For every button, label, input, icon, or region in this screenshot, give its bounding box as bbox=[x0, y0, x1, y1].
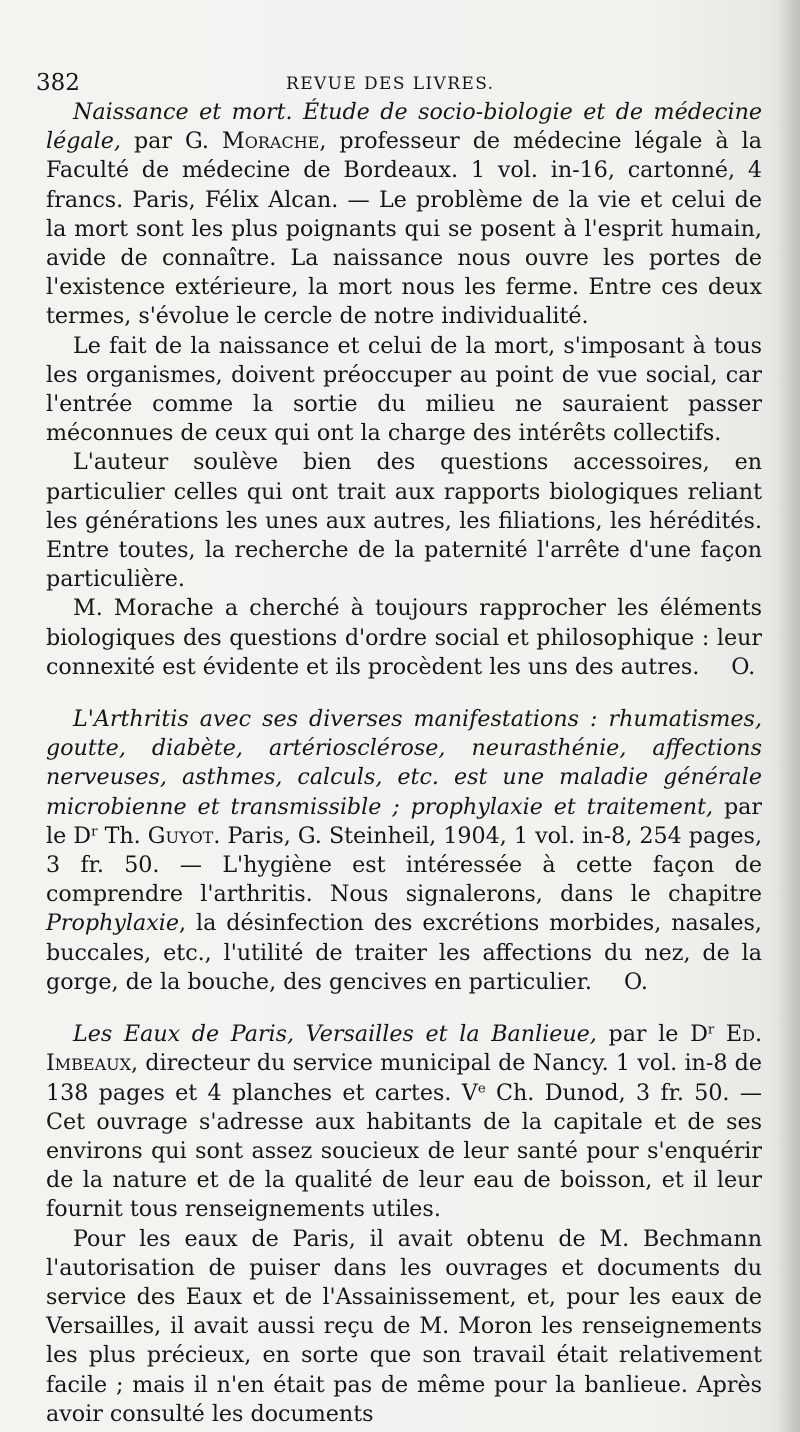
review-1-intro-paragraph bbox=[46, 98, 762, 332]
review-2-signature: O. bbox=[623, 968, 648, 995]
review-2-title: L'Arthritis avec ses diverses manifestations : rhumatismes, goutte, diabète, artériosclérose, neurasthénie, affections nerveuses, asthmes, calculs, etc. est une maladie générale microbienne et transmissible ; prophylaxie et traitement, bbox=[46, 706, 762, 820]
review-1-paragraph-2: Le fait de la naissance et celui de la mort, s'imposant à tous les organismes, doivent préoccuper au point de vue social, car l'entrée comme la sortie du milieu ne sauraient passer méconnues de ceux qui ont la charge des intérêts collectifs. bbox=[46, 332, 762, 447]
review-3-publisher-sup: e bbox=[477, 1081, 486, 1097]
running-title: REVUE DES LIVRES. bbox=[286, 74, 495, 94]
review-1-author-name: Morache bbox=[222, 128, 320, 155]
page-binding-shadow bbox=[778, 0, 800, 1432]
review-1-body: , professeur de médecine légale à la Faculté de médecine de Bordeaux. 1 vol. in-16, cartonné, 4 francs. Paris, Félix Alcan. — Le problème de la vie et celui de la mort sont les plus poignants qui se posent à l'esprit humain, avide de connaître. La naissance nous ouvre les portes de l'existence extérieure, la mort nous les ferme. Entre ces deux termes, s'évolue le cercle de notre individualité. bbox=[46, 128, 762, 330]
review-2-body-after: , la désinfection des excrétions morbides, nasales, buccales, etc., l'utilité de traiter les affections du nez, de la gorge, de la bouche, des gencives en particulier. bbox=[46, 910, 762, 995]
review-2-body-before: . Paris, G. Steinheil, 1904, 1 vol. in-8, 254 pages, 3 fr. 50. — L'hygiène est intéressée à cette façon de comprendre l'arthritis. Nous signalerons, dans le chapitre bbox=[46, 822, 762, 908]
review-naissance-et-mort bbox=[46, 98, 762, 682]
review-1-paragraph-4 bbox=[46, 594, 762, 682]
review-3-author-sup: r bbox=[707, 1022, 715, 1038]
review-2-author-name: Guyot bbox=[147, 822, 214, 849]
review-1-author-prefix: par G. bbox=[133, 128, 223, 155]
review-3-paragraph-2: Pour les eaux de Paris, il avait obtenu de M. Bechmann l'autorisation de puiser dans les ouvrages et documents du service des Eaux et de l'Assainissement, et, pour les eaux de Versailles, il avait aussi reçu de M. Moron les renseignements les plus précieux, en sorte que son travail était relativement facile ; mais il n'en était pas de même pour la banlieue. Après avoir consulté les documents bbox=[46, 1225, 762, 1427]
page-body bbox=[46, 98, 762, 1429]
review-3-author-initial bbox=[714, 1021, 726, 1047]
review-eaux-de-paris bbox=[46, 1020, 762, 1429]
review-3-body-after: Ch. Dunod, 3 fr. 50. — Cet ouvrage s'adresse aux habitants de la capitale et de ses environs qui sont assez soucieux de leur santé pour s'enquérir de la nature et de la qualité de leur eau de boisson, et il leur fournit tous renseignements utiles. bbox=[46, 1079, 763, 1223]
review-1-paragraph-3: L'auteur soulève bien des questions accessoires, en particulier celles qui ont trait aux rapports biologiques reliant les générations les unes aux autres, les filiations, les hérédités. Entre toutes, la recherche de la paternité l'arrête d'une façon particulière. bbox=[46, 449, 762, 593]
review-3-author-name: Ed. Imbeaux bbox=[46, 1021, 762, 1077]
review-2-author-sup: r bbox=[91, 824, 98, 840]
review-2-italic-term: Prophylaxie bbox=[46, 910, 179, 937]
review-2-author-prefix: par le D bbox=[46, 793, 762, 849]
review-3-body-before: , directeur du service municipal de Nancy. 1 vol. in-8 de 138 pages et 4 planches et cartes. V bbox=[46, 1050, 762, 1106]
review-3-author-prefix: par le D bbox=[596, 1021, 708, 1048]
review-2-author-initial: Th. bbox=[97, 822, 148, 849]
review-arthritis bbox=[46, 705, 762, 997]
review-1-title: Naissance et mort. Étude de socio-biologie et de médecine légale, bbox=[46, 99, 762, 155]
review-3-paragraph-1 bbox=[46, 1020, 762, 1224]
page-number: 382 bbox=[36, 70, 80, 96]
review-3-title: Les Eaux de Paris, Versailles et la Banlieue, bbox=[73, 1021, 597, 1048]
review-1-last-text: M. Morache a cherché à toujours rapprocher les éléments biologiques des questions d'ordre social et philosophique : leur connexité est évidente et ils procèdent les uns des autres. bbox=[46, 595, 762, 680]
review-2-paragraph bbox=[46, 705, 762, 997]
review-1-signature: O. bbox=[731, 653, 756, 680]
